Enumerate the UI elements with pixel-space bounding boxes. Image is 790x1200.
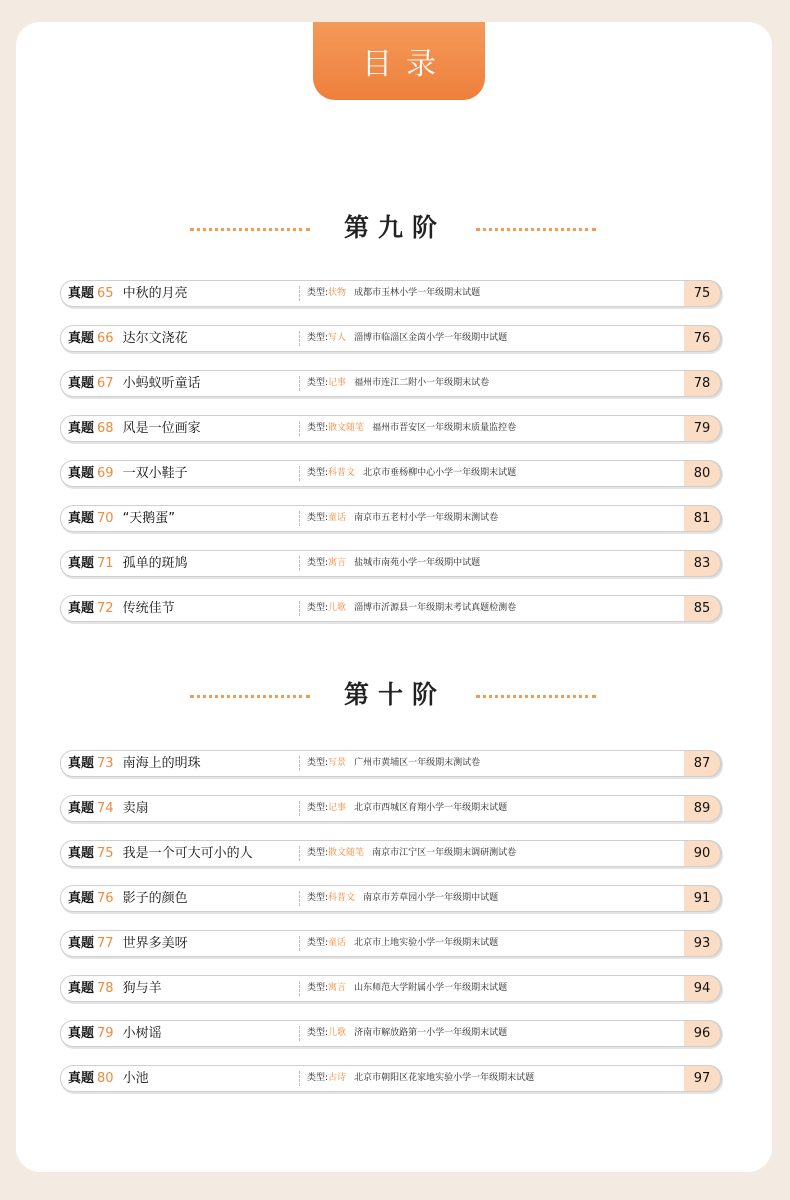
page-number: 89 (684, 795, 721, 822)
lesson-title: 小蚂蚁听童话 (122, 376, 201, 391)
lesson-prefix: 真题 (68, 286, 95, 301)
dashed-separator (299, 1026, 300, 1041)
section-heading-9 (16, 208, 772, 248)
lesson-label (68, 551, 188, 576)
lesson-number: 66 (97, 331, 114, 346)
lesson-label (68, 751, 201, 776)
page-number: 78 (684, 370, 721, 397)
dashed-separator (299, 1071, 300, 1086)
type-prefix: 类型: (307, 1028, 329, 1038)
lesson-meta (307, 416, 516, 441)
toc-entry-row[interactable] (60, 1065, 722, 1092)
toc-entry-row[interactable] (60, 550, 722, 577)
lesson-title: 我是一个可大可小的人 (122, 846, 253, 861)
dashed-separator (299, 801, 300, 816)
lesson-source: 福州市连江二附小一年级期末试卷 (354, 378, 490, 388)
toc-entry-row[interactable] (60, 750, 722, 777)
lesson-title: 中秋的月亮 (122, 286, 188, 301)
lesson-number: 65 (97, 286, 114, 301)
dashed-separator (299, 421, 300, 436)
type-prefix: 类型: (307, 893, 329, 903)
lesson-prefix: 真题 (68, 331, 95, 346)
dashed-separator (299, 511, 300, 526)
type-prefix: 类型: (307, 378, 329, 388)
type-prefix: 类型: (307, 333, 329, 343)
lesson-meta (307, 506, 498, 531)
lesson-label (68, 596, 175, 621)
lesson-number: 78 (97, 981, 114, 996)
lesson-title: 小树谣 (122, 1026, 162, 1041)
lesson-title: 世界多美呀 (122, 936, 188, 951)
page-number: 91 (684, 885, 721, 912)
lesson-type: 状物 (328, 288, 347, 298)
lesson-meta (307, 841, 516, 866)
lesson-source: 淄博市沂源县一年级期末考试真题检测卷 (354, 603, 517, 613)
lesson-source: 盐城市南苑小学一年级期中试题 (354, 558, 481, 568)
lesson-prefix: 真题 (68, 466, 95, 481)
dotted-divider-left (190, 228, 310, 231)
lesson-meta (307, 1066, 534, 1091)
lesson-number: 80 (97, 1071, 114, 1086)
dashed-separator (299, 936, 300, 951)
lesson-prefix: 真题 (68, 1026, 95, 1041)
lesson-number: 68 (97, 421, 114, 436)
lesson-prefix: 真题 (68, 846, 95, 861)
lesson-type: 科普文 (328, 468, 356, 478)
type-prefix: 类型: (307, 758, 329, 768)
lesson-title: “天鹅蛋” (122, 511, 176, 526)
lesson-number: 67 (97, 376, 114, 391)
type-prefix: 类型: (307, 848, 329, 858)
type-prefix: 类型: (307, 513, 329, 523)
dotted-divider-right (476, 695, 596, 698)
lesson-label (68, 796, 149, 821)
dashed-separator (299, 466, 300, 481)
lesson-number: 69 (97, 466, 114, 481)
lesson-title: 影子的颜色 (122, 891, 188, 906)
page-number: 94 (684, 975, 721, 1002)
lesson-type: 寓言 (328, 983, 347, 993)
section-9-list (60, 280, 722, 640)
lesson-number: 77 (97, 936, 114, 951)
lesson-title: 小池 (122, 1071, 149, 1086)
lesson-number: 70 (97, 511, 114, 526)
lesson-type: 童话 (328, 513, 347, 523)
lesson-source: 南京市芳草园小学一年级期中试题 (363, 893, 499, 903)
dashed-separator (299, 556, 300, 571)
lesson-type: 写景 (328, 758, 347, 768)
toc-entry-row[interactable] (60, 460, 722, 487)
page-number: 87 (684, 750, 721, 777)
lesson-source: 济南市解放路第一小学一年级期末试题 (354, 1028, 508, 1038)
lesson-prefix: 真题 (68, 981, 95, 996)
lesson-type: 散文随笔 (328, 848, 365, 858)
toc-entry-row[interactable] (60, 840, 722, 867)
lesson-title: 狗与羊 (122, 981, 162, 996)
toc-entry-row[interactable] (60, 595, 722, 622)
toc-title: 目录 (313, 22, 485, 100)
lesson-number: 73 (97, 756, 114, 771)
lesson-label (68, 841, 253, 866)
lesson-source: 北京市上地实验小学一年级期末试题 (354, 938, 499, 948)
lesson-source: 北京市西城区育翔小学一年级期末试题 (354, 803, 508, 813)
lesson-label (68, 976, 162, 1001)
lesson-number: 72 (97, 601, 114, 616)
section-title: 第九阶 (343, 213, 446, 242)
dashed-separator (299, 286, 300, 301)
lesson-label (68, 1021, 162, 1046)
lesson-type: 写人 (328, 333, 347, 343)
lesson-prefix: 真题 (68, 1071, 95, 1086)
lesson-title: 南海上的明珠 (122, 756, 201, 771)
lesson-source: 淄博市临淄区金茵小学一年级期中试题 (354, 333, 508, 343)
lesson-source: 南京市江宁区一年级期末调研测试卷 (372, 848, 517, 858)
lesson-meta (307, 371, 489, 396)
lesson-label (68, 281, 188, 306)
lesson-title: 一双小鞋子 (122, 466, 188, 481)
section-10-list (60, 750, 722, 1110)
page-number: 79 (684, 415, 721, 442)
lesson-title: 风是一位画家 (122, 421, 201, 436)
lesson-type: 古诗 (328, 1073, 347, 1083)
page-number: 85 (684, 595, 721, 622)
lesson-meta (307, 796, 507, 821)
lesson-prefix: 真题 (68, 556, 95, 571)
type-prefix: 类型: (307, 423, 329, 433)
toc-entry-row[interactable] (60, 930, 722, 957)
type-prefix: 类型: (307, 603, 329, 613)
type-prefix: 类型: (307, 1073, 329, 1083)
page-number: 80 (684, 460, 721, 487)
lesson-title: 孤单的斑鸠 (122, 556, 188, 571)
section-heading-10 (16, 675, 772, 715)
lesson-label (68, 326, 188, 351)
type-prefix: 类型: (307, 558, 329, 568)
lesson-number: 75 (97, 846, 114, 861)
lesson-number: 74 (97, 801, 114, 816)
lesson-meta (307, 281, 480, 306)
lesson-label (68, 371, 201, 396)
toc-entry-row[interactable] (60, 975, 722, 1002)
dashed-separator (299, 756, 300, 771)
lesson-prefix: 真题 (68, 801, 95, 816)
dotted-divider-left (190, 695, 310, 698)
section-title: 第十阶 (343, 680, 446, 709)
toc-entry-row[interactable] (60, 505, 722, 532)
lesson-source: 南京市五老村小学一年级期末测试卷 (354, 513, 499, 523)
toc-entry-row[interactable] (60, 415, 722, 442)
lesson-label (68, 461, 188, 486)
toc-entry-row[interactable] (60, 370, 722, 397)
page-number: 75 (684, 280, 721, 307)
lesson-meta (307, 461, 516, 486)
lesson-source: 山东师范大学附属小学一年级期末试题 (354, 983, 508, 993)
lesson-meta (307, 551, 480, 576)
lesson-meta (307, 931, 498, 956)
page-number: 97 (684, 1065, 721, 1092)
dashed-separator (299, 846, 300, 861)
type-prefix: 类型: (307, 468, 329, 478)
lesson-meta (307, 976, 507, 1001)
lesson-label (68, 886, 188, 911)
lesson-prefix: 真题 (68, 936, 95, 951)
lesson-type: 寓言 (328, 558, 347, 568)
toc-entry-row[interactable] (60, 1020, 722, 1047)
lesson-number: 79 (97, 1026, 114, 1041)
type-prefix: 类型: (307, 803, 329, 813)
lesson-label (68, 1066, 149, 1091)
lesson-type: 儿歌 (328, 603, 347, 613)
type-prefix: 类型: (307, 938, 329, 948)
lesson-source: 北京市垂杨柳中心小学一年级期末试题 (363, 468, 517, 478)
lesson-type: 记事 (328, 378, 347, 388)
lesson-number: 76 (97, 891, 114, 906)
page-number: 76 (684, 325, 721, 352)
lesson-prefix: 真题 (68, 891, 95, 906)
toc-page (16, 22, 772, 1172)
lesson-prefix: 真题 (68, 511, 95, 526)
page-number: 83 (684, 550, 721, 577)
lesson-title: 传统佳节 (122, 601, 175, 616)
lesson-meta (307, 1021, 507, 1046)
lesson-meta (307, 596, 516, 621)
type-prefix: 类型: (307, 983, 329, 993)
lesson-source: 广州市黄埔区一年级期末测试卷 (354, 758, 481, 768)
lesson-meta (307, 751, 480, 776)
lesson-number: 71 (97, 556, 114, 571)
page-number: 90 (684, 840, 721, 867)
dashed-separator (299, 601, 300, 616)
page-number: 96 (684, 1020, 721, 1047)
lesson-type: 童话 (328, 938, 347, 948)
lesson-source: 北京市朝阳区花家地实验小学一年级期末试题 (354, 1073, 535, 1083)
dotted-divider-right (476, 228, 596, 231)
lesson-prefix: 真题 (68, 601, 95, 616)
lesson-type: 散文随笔 (328, 423, 365, 433)
toc-entry-row[interactable] (60, 885, 722, 912)
dashed-separator (299, 331, 300, 346)
lesson-type: 科普文 (328, 893, 356, 903)
toc-entry-row[interactable] (60, 795, 722, 822)
lesson-source: 福州市晋安区一年级期末质量监控卷 (372, 423, 517, 433)
lesson-label (68, 416, 201, 441)
lesson-label (68, 931, 188, 956)
toc-entry-row[interactable] (60, 325, 722, 352)
toc-entry-row[interactable] (60, 280, 722, 307)
lesson-type: 记事 (328, 803, 347, 813)
lesson-prefix: 真题 (68, 376, 95, 391)
lesson-prefix: 真题 (68, 756, 95, 771)
lesson-prefix: 真题 (68, 421, 95, 436)
lesson-meta (307, 886, 498, 911)
lesson-source: 成都市玉林小学一年级期末试题 (354, 288, 481, 298)
lesson-title: 达尔文浇花 (122, 331, 188, 346)
lesson-label (68, 506, 175, 531)
dashed-separator (299, 981, 300, 996)
type-prefix: 类型: (307, 288, 329, 298)
page-number: 93 (684, 930, 721, 957)
page-number: 81 (684, 505, 721, 532)
lesson-meta (307, 326, 507, 351)
lesson-type: 儿歌 (328, 1028, 347, 1038)
dashed-separator (299, 891, 300, 906)
dashed-separator (299, 376, 300, 391)
lesson-title: 卖扇 (122, 801, 149, 816)
